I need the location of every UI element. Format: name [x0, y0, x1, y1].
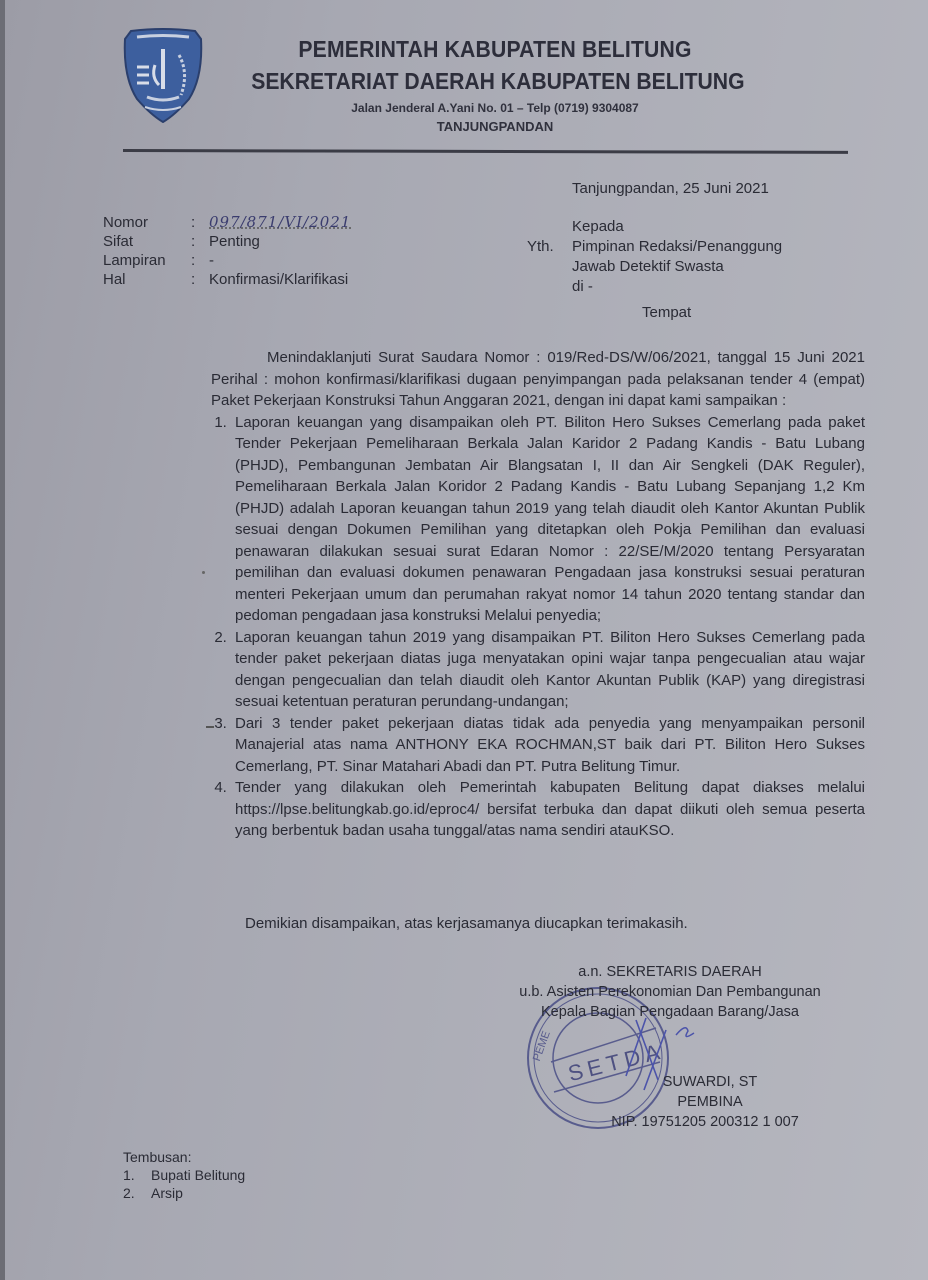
signatory-nip: NIP. 19751205 200312 1 007 [611, 1114, 799, 1130]
body-point: 1. Laporan keuangan yang disampaikan oleh PT. Biliton Hero Sukses Cemerlang pada paket Tender Pekerjaan Pemeliharaan Berkala Jalan Karidor 2 Padang Kandis - Batu Lubang (PHJD), Pembangunan Jembatan Air Blangsatan I, II dan Air Sengkeli (DAK Reguler), Pemeliharaan Berkala Jalan Koridor 2 Padang Kandis - Batu Lubang Sepanjang 1,2 Km (PHJD) adalah Laporan keuangan tahun 2019 yang telah diaudit oleh Kantor Akuntan Publik sesuai dengan Dokumen Pemilihan yang ditetapkan oleh Pokja Pemilihan dan evaluasi penawaran dilakukan sesuai surat Edaran Nomor : 22/SE/M/2020 tentang Persyaratan pemilihan dan evaluasi dokumen penawaran Pengadaan jasa konstruksi sesuai peraturan menteri Pekerjaan umum dan perumahan rakyat nomor 14 tahun 2020 tentang standar dan pedoman pengadaan jasa konstruksi Melalui penyedia; [231, 412, 865, 627]
stamp-text: SETDA [565, 1038, 667, 1087]
letter-body [211, 347, 865, 842]
signature-position: Kepala Bagian Pengadaan Barang/Jasa [541, 1004, 799, 1020]
cc-item-label: Bupati Belitung [151, 1167, 246, 1183]
meta-value: Penting [209, 233, 260, 250]
body-point: 2. Laporan keuangan tahun 2019 yang disampaikan PT. Biliton Hero Sukses Cemerlang pada tender paket pekerjaan diatas juga menyatakan opini wajar tanpa pengecualian atau wajar dengan pengecualian dan telah diaudit oleh Kantor Akuntan Publik (KAP) yang diregistrasi sesuai ketentuan peraturan perundang-undangan; [231, 627, 865, 713]
recipient-tempat: Tempat [642, 304, 692, 321]
meta-key: Sifat [103, 233, 134, 250]
meta-key: Lampiran [103, 252, 166, 269]
meta-key: Nomor [103, 214, 149, 231]
regency-coat-of-arms-icon [123, 27, 203, 123]
meta-colon: : [191, 233, 196, 250]
letterhead-secretariat: SEKRETARIAT DAERAH KABUPATEN BELITUNG [251, 68, 745, 94]
meta-colon: : [191, 252, 196, 269]
signatory-name: SUWARDI, ST [662, 1074, 758, 1090]
page-edge [0, 0, 5, 1280]
letter-date: Tanjungpandan, 25 Juni 2021 [572, 180, 769, 197]
meta-row-sifat [103, 232, 351, 251]
body-point: 4. Tender yang dilakukan oleh Pemerintah kabupaten Belitung dapat diakses melalui https://lpse.belitungkab.go.id/eproc4/ bersifat terbuka dan dapat diikuti oleh semua peserta yang berbentuk badan usaha tunggal/atas nama sendiri atauKSO. [231, 777, 865, 842]
recipient-line2: Jawab Detektif Swasta [572, 258, 724, 275]
meta-value: Konfirmasi/Klarifikasi [209, 271, 349, 288]
signatory-rank: PEMBINA [677, 1094, 743, 1110]
signature-under-authority: u.b. Asisten Perekonomian Dan Pembangunan [519, 984, 821, 1000]
meta-row-nomor [103, 213, 351, 232]
recipient-block [527, 217, 782, 323]
letterhead-government: PEMERINTAH KABUPATEN BELITUNG [298, 36, 692, 62]
pen-dot [202, 571, 205, 574]
meta-value: - [209, 252, 214, 269]
body-intro: Menindaklanjuti Surat Saudara Nomor : 019/Red-DS/W/06/2021, tanggal 15 Juni 2021 Perihal : mohon konfirmasi/klarifikasi dugaan penyimpangan pada pelaksanan tender 4 (empat) Paket Pekerjaan Konstruksi Tahun Anggaran 2021, dengan ini dapat kami sampaikan : [211, 349, 865, 409]
meta-colon: : [191, 214, 196, 231]
meta-row-lampiran [103, 251, 351, 270]
body-point: 3. Dari 3 tender paket pekerjaan diatas tidak ada penyedia yang menyampaikan personil Manajerial atas nama ANTHONY EKA ROCHMAN,ST baik dari PT. Biliton Hero Sukses Cemerlang, PT. Sinar Matahari Abadi dan PT. Putra Belitung Timur. [231, 713, 865, 778]
recipient-line1: Pimpinan Redaksi/Penanggung [572, 238, 783, 255]
meta-key: Hal [103, 271, 126, 288]
letterhead-divider [123, 149, 848, 154]
recipient-di: di - [572, 278, 593, 295]
cc-item-label: Arsip [151, 1185, 183, 1201]
cc-item: 1. Bupati Belitung [123, 1167, 246, 1183]
meta-value-handwritten: 097/871/VI/2021 [209, 213, 352, 231]
recipient-honorific: Yth. [527, 238, 554, 255]
letterhead [230, 36, 760, 134]
closing-sentence: Demikian disampaikan, atas kerjasamanya diucapkan terimakasih. [245, 915, 688, 932]
letterhead-city: TANJUNGPANDAN [436, 119, 554, 134]
meta-row-hal [103, 270, 351, 289]
signature-block [480, 962, 860, 1132]
cc-item: 2. Arsip [123, 1185, 183, 1201]
letter-meta [103, 213, 351, 289]
svg-text:PEME: PEME [530, 1029, 553, 1063]
recipient-kepada: Kepada [572, 218, 624, 235]
pen-mark [206, 726, 214, 728]
cc-title: Tembusan: [123, 1149, 192, 1165]
signature-on-behalf: a.n. SEKRETARIS DAERAH [578, 964, 762, 980]
body-points [211, 412, 865, 842]
carbon-copy [123, 1148, 245, 1202]
letterhead-address: Jalan Jenderal A.Yani No. 01 – Telp (0719) 9304087 [351, 101, 639, 115]
meta-colon: : [191, 271, 196, 288]
